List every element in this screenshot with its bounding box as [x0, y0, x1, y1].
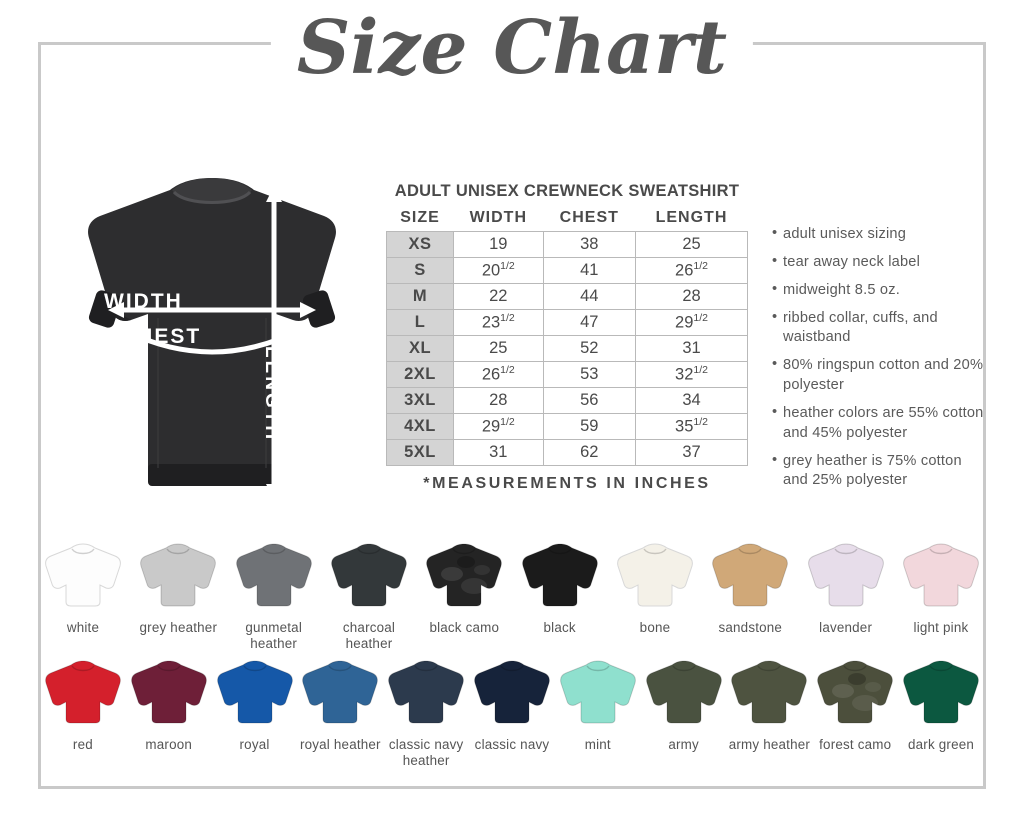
color-name: lavender — [819, 620, 873, 635]
color-name: charcoal heather — [342, 620, 396, 651]
shirt-swatch-icon — [727, 657, 811, 729]
cell-width: $26^{1/2}$ — [454, 362, 544, 388]
cell-size: S — [387, 258, 454, 284]
table-row — [387, 258, 748, 284]
color-name: army — [668, 737, 699, 753]
feature-item: • adult unisex sizing — [772, 225, 987, 245]
col-length: LENGTH — [655, 209, 728, 226]
cell-chest: 38 — [543, 232, 635, 258]
cell-chest: 53 — [543, 362, 635, 388]
color-name: forest camo — [819, 737, 892, 753]
color-name: bone — [639, 620, 671, 635]
cell-size: M — [387, 284, 454, 310]
width-label: WIDTH — [104, 290, 183, 313]
feature-item: • midweight 8.5 oz. — [772, 281, 987, 301]
cell-chest: 62 — [543, 440, 635, 466]
color-swatch[interactable] — [707, 540, 793, 651]
shirt-swatch-icon — [642, 657, 726, 729]
color-name: grey heather — [139, 620, 218, 635]
color-name: gunmetal heather — [245, 620, 302, 651]
shirt-swatch-icon — [384, 657, 468, 729]
shirt-swatch-icon — [136, 540, 220, 612]
cell-chest: 52 — [543, 336, 635, 362]
color-swatch[interactable] — [212, 657, 298, 768]
shirt-swatch-icon — [41, 540, 125, 612]
table-row — [387, 284, 748, 310]
table-row — [387, 388, 748, 414]
cell-length: 34 — [636, 388, 748, 414]
color-swatch[interactable] — [517, 540, 603, 651]
color-name: classic navy — [474, 737, 550, 753]
color-swatch[interactable] — [555, 657, 641, 768]
table-row — [387, 336, 748, 362]
shirt-swatch-icon — [613, 540, 697, 612]
color-swatch[interactable] — [803, 540, 889, 651]
measurement-note: *MEASUREMENTS IN INCHES — [423, 475, 711, 492]
color-name: sandstone — [718, 620, 783, 635]
color-name: black camo — [429, 620, 500, 635]
cell-chest: 44 — [543, 284, 635, 310]
color-name: army heather — [728, 737, 811, 753]
cell-width: 19 — [454, 232, 544, 258]
color-swatch[interactable] — [812, 657, 898, 768]
length-label: LENGTH — [261, 346, 282, 443]
shirt-swatch-icon — [899, 657, 983, 729]
shirt-swatch-icon — [708, 540, 792, 612]
color-swatch[interactable] — [469, 657, 555, 768]
shirt-swatch-icon — [327, 540, 411, 612]
cell-size: XS — [387, 232, 454, 258]
cell-size: 3XL — [387, 388, 454, 414]
feature-item: • ribbed collar, cuffs, and waistband — [772, 309, 987, 349]
color-swatch[interactable] — [898, 540, 984, 651]
cell-width: $29^{1/2}$ — [454, 414, 544, 440]
color-swatch[interactable] — [641, 657, 727, 768]
cell-size: 5XL — [387, 440, 454, 466]
cell-width: 22 — [454, 284, 544, 310]
table-header-row — [387, 207, 748, 232]
table-row — [387, 440, 748, 466]
feature-item: • 80% ringspun cotton and 20% polyester — [772, 356, 987, 396]
cell-width: 31 — [454, 440, 544, 466]
shirt-swatch-icon — [422, 540, 506, 612]
cell-size: L — [387, 310, 454, 336]
color-name: royal heather — [299, 737, 381, 753]
feature-item: • grey heather is 75% cotton and 25% polyester — [772, 452, 987, 492]
table-row — [387, 232, 748, 258]
color-swatch[interactable] — [727, 657, 813, 768]
color-name: white — [66, 620, 100, 635]
shirt-swatch-icon — [470, 657, 554, 729]
feature-item: • heather colors are 55% cotton and 45% polyester — [772, 404, 987, 444]
shirt-swatch-icon — [232, 540, 316, 612]
cell-width: $20^{1/2}$ — [454, 258, 544, 284]
color-swatch[interactable] — [126, 657, 212, 768]
cell-chest: 41 — [543, 258, 635, 284]
shirt-swatch-icon — [41, 657, 125, 729]
color-name: dark green — [908, 737, 975, 753]
color-swatch[interactable] — [421, 540, 507, 651]
cell-size: XL — [387, 336, 454, 362]
cell-length: $32^{1/2}$ — [636, 362, 748, 388]
cell-length: $26^{1/2}$ — [636, 258, 748, 284]
size-table-block — [386, 182, 748, 493]
color-name: mint — [584, 737, 611, 753]
color-swatch[interactable] — [326, 540, 412, 651]
cell-width: 28 — [454, 388, 544, 414]
color-swatch[interactable] — [383, 657, 469, 768]
shirt-swatch-icon — [298, 657, 382, 729]
color-swatch[interactable] — [135, 540, 221, 651]
size-table — [386, 207, 748, 466]
page-title — [271, 5, 753, 91]
cell-length: 28 — [636, 284, 748, 310]
cell-chest: 59 — [543, 414, 635, 440]
cell-length: 25 — [636, 232, 748, 258]
cell-length: $35^{1/2}$ — [636, 414, 748, 440]
color-swatch[interactable] — [898, 657, 984, 768]
color-row-2 — [40, 657, 984, 768]
shirt-swatch-icon — [556, 657, 640, 729]
shirt-swatch-icon — [518, 540, 602, 612]
color-name: maroon — [145, 737, 193, 753]
feature-list — [772, 225, 987, 499]
cell-width: 25 — [454, 336, 544, 362]
color-row-1 — [40, 540, 984, 651]
col-chest: CHEST — [559, 209, 619, 226]
cell-chest: 47 — [543, 310, 635, 336]
shirt-swatch-icon — [127, 657, 211, 729]
color-swatches — [40, 540, 984, 774]
table-row — [387, 310, 748, 336]
cell-width: $23^{1/2}$ — [454, 310, 544, 336]
shirt-swatch-icon — [804, 540, 888, 612]
chest-label: CHEST — [120, 325, 202, 348]
color-name: black — [543, 620, 576, 635]
color-name: light pink — [913, 620, 969, 635]
shirt-swatch-icon — [213, 657, 297, 729]
cell-length: $29^{1/2}$ — [636, 310, 748, 336]
feature-item: • tear away neck label — [772, 253, 987, 273]
cell-length: 37 — [636, 440, 748, 466]
shirt-swatch-icon — [899, 540, 983, 612]
cell-chest: 56 — [543, 388, 635, 414]
col-width: WIDTH — [469, 209, 528, 226]
color-swatch[interactable] — [297, 657, 383, 768]
page-title-text: Size Chart — [296, 5, 728, 91]
color-swatch[interactable] — [231, 540, 317, 651]
sweatshirt-graphic — [62, 168, 362, 508]
table-row — [387, 414, 748, 440]
color-name: red — [72, 737, 93, 753]
color-name: classic navy heather — [388, 737, 464, 768]
cell-size: 4XL — [387, 414, 454, 440]
shirt-swatch-icon — [813, 657, 897, 729]
table-row — [387, 362, 748, 388]
color-swatch[interactable] — [612, 540, 698, 651]
cell-length: 31 — [636, 336, 748, 362]
cell-size: 2XL — [387, 362, 454, 388]
color-swatch[interactable] — [40, 657, 126, 768]
col-size: SIZE — [400, 209, 440, 226]
color-swatch[interactable] — [40, 540, 126, 651]
table-title: ADULT UNISEX CREWNECK SWEATSHIRT — [394, 182, 740, 200]
sweatshirt-illustration — [62, 168, 362, 508]
color-name: royal — [239, 737, 270, 753]
